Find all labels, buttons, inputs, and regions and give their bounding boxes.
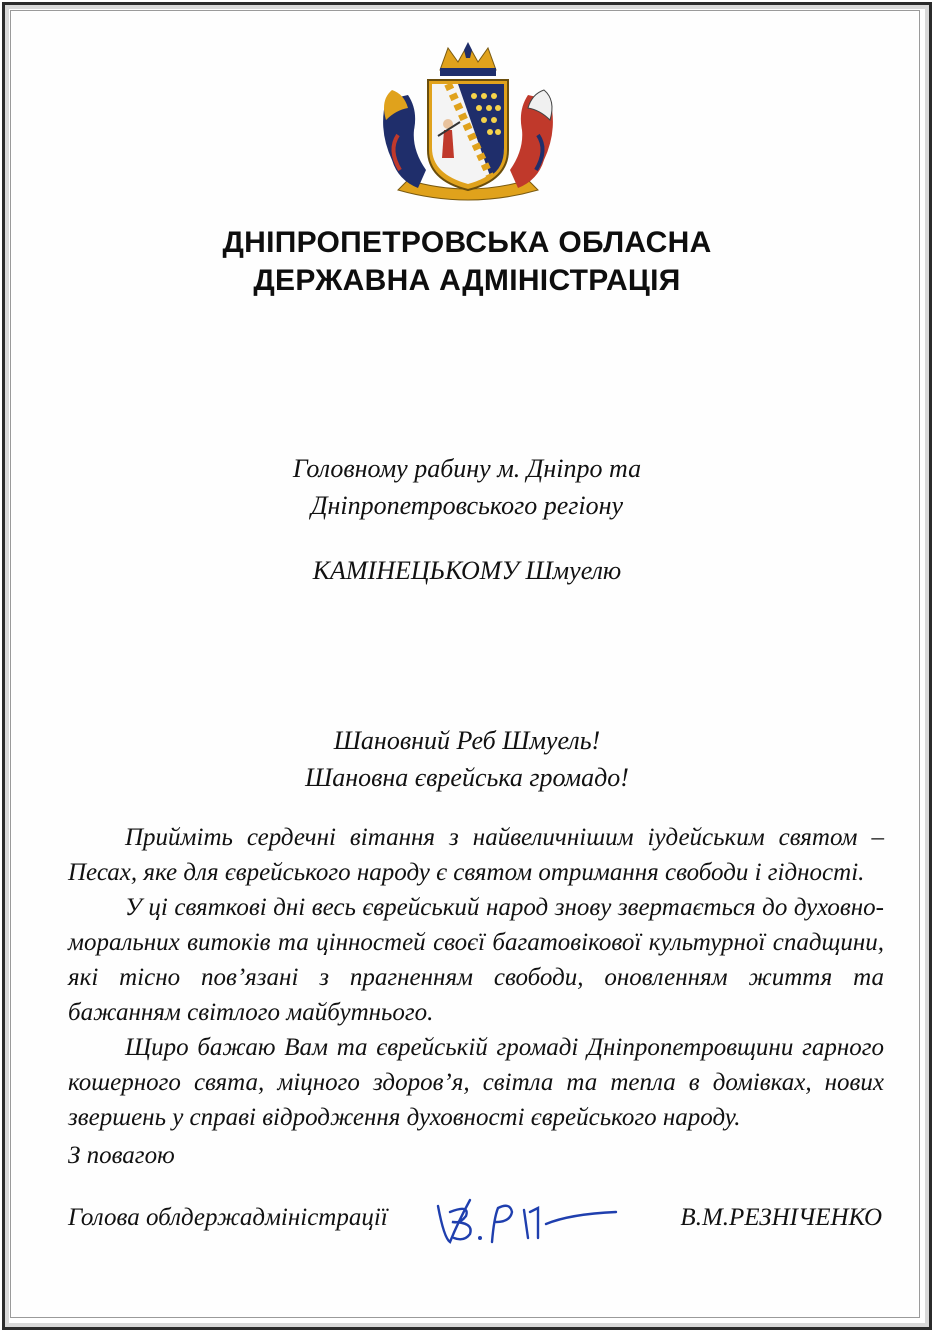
coat-of-arms-icon [378, 40, 558, 205]
addressee-line-1: Головному рабину м. Дніпро та [292, 454, 642, 483]
organization-title-line-1: ДНІПРОПЕТРОВСЬКА ОБЛАСНА [222, 226, 712, 259]
greeting-line-2: Шановна єврейська громадо! [305, 763, 629, 792]
body-paragraph-3: Щиро бажаю Вам та єврейській громаді Дніпропетровщини гарного кошерного свята, міцного здоров’я, світла та тепла в домівках, нових звершень у справі відродження духовності єврейського народу. [68, 1034, 884, 1131]
body-paragraph-1: Прийміть сердечні вітання з найвеличнішим іудейським святом – Песах, яке для єврейського народу є святом отримання свободи і гідності. [68, 824, 884, 886]
signer-name: В.М.РЕЗНІЧЕНКО [680, 1204, 882, 1231]
body-paragraph-2: У ці святкові дні весь єврейський народ знову звертається до духовно-моральних витоків та цінностей своєї багатовікової культурної спадщини, які тісно пов’язані з прагненням свободи, оновленням життя та бажанням світлого майбутнього. [68, 894, 884, 1026]
addressee-line-2: Дніпропетровського регіону [310, 491, 624, 520]
signer-position: Голова облдержадміністрації [68, 1204, 388, 1231]
greeting-block [0, 722, 934, 796]
addressee-name: КАМІНЕЦЬКОМУ Шмуелю [312, 556, 622, 585]
handwritten-signature [430, 1182, 620, 1252]
addressee-block [0, 450, 934, 524]
greeting-line-1: Шановний Реб Шмуель! [333, 726, 601, 755]
letter-body [68, 820, 884, 1135]
closing-regards: З повагою [68, 1142, 175, 1169]
organization-title [0, 224, 934, 300]
organization-title-line-2: ДЕРЖАВНА АДМІНІСТРАЦІЯ [253, 264, 681, 297]
